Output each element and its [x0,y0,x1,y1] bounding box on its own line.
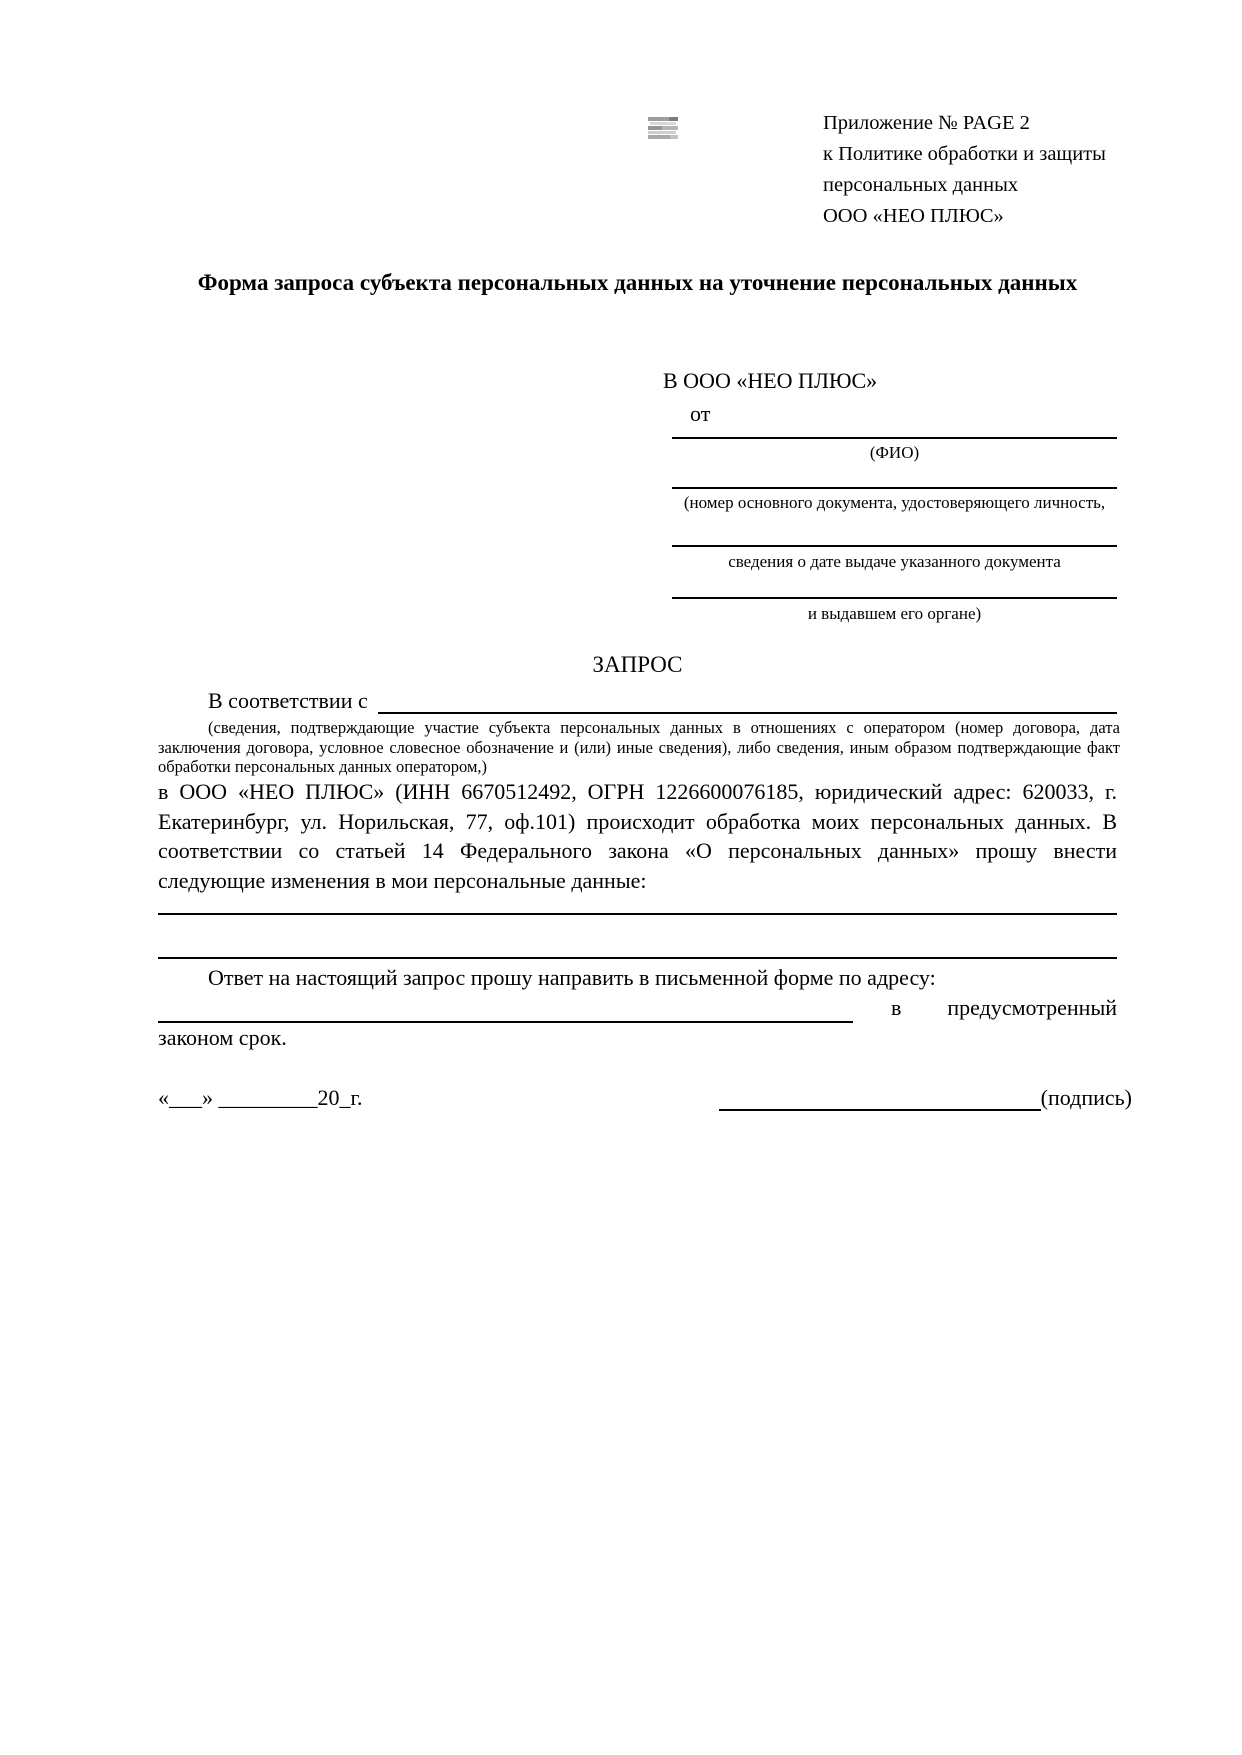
addressee-from-label: от [690,401,711,426]
appendix-block [823,108,1123,232]
doc-issuer-caption: и выдавшем его органе) [807,604,982,623]
signature-caption: (подпись) [1040,1085,1132,1110]
fio-blank-line [672,437,1117,439]
request-intro-row [158,688,1117,714]
appendix-line-4: ООО «НЕО ПЛЮС» [823,205,1004,227]
fio-caption: (ФИО) [869,443,920,462]
response-tail [853,993,1117,1023]
page-title: Форма запроса субъекта персональных данных на уточнение персональных данных [197,270,1078,295]
response-address-blank-line [158,999,853,1023]
changes-blank-line-1 [158,913,1117,915]
request-intro-blank-line [378,688,1117,714]
field-code-artifact-icon [648,116,681,142]
request-heading: ЗАПРОС [592,652,683,677]
request-intro-label: В соответствии с [208,688,368,713]
appendix-line-3: персональных данных [823,174,1019,196]
response-tail-word-2: предусмотренный [947,995,1117,1020]
doc-date-caption: сведения о дате выдаче указанного документа [728,552,1061,571]
page-title-wrap [158,266,1117,299]
signature-group [719,1085,1132,1111]
fine-print-note: (сведения, подтверждающие участие субъекта персональных данных в отношениях с оператором (номер договора, дата заключения договора, условное словесное обозначение и (или) иные сведения), либо сведения, иным образом подтверждающие факт обработки персональных данных оператором,) [158,718,1120,776]
response-address-row [158,993,1117,1023]
response-paragraph [158,963,1117,1053]
signature-blank-line [719,1087,1041,1111]
changes-blank-line-2 [158,957,1117,959]
doc-number-blank-line [672,487,1117,489]
appendix-line-1: Приложение № PAGE 2 [823,112,1030,134]
response-line-3: законом срок. [158,1025,287,1050]
date-blank-text: «___» _________20_г. [158,1085,363,1110]
addressee-organization: В ООО «НЕО ПЛЮС» [663,368,878,393]
doc-date-blank-line [672,545,1117,547]
doc-issuer-blank-line [672,597,1117,599]
response-tail-word-1: в [891,995,902,1020]
request-body-paragraph: в ООО «НЕО ПЛЮС» (ИНН 6670512492, ОГРН 1226600076185, юридический адрес: 620033, г. Екатеринбург, ул. Норильская, 77, оф.101) происходит обработка моих персональных данных. В соответствии со статьей 14 Федерального закона «О персональных данных» прошу внести следующие изменения в мои персональные данные: [158,779,1117,893]
date-signature-row [158,1085,1132,1111]
appendix-line-2: к Политике обработки и защиты [823,143,1106,165]
doc-number-caption: (номер основного документа, удостоверяющего личность, [683,493,1106,512]
response-line-1: Ответ на настоящий запрос прошу направить в письменной форме по адресу: [208,965,936,990]
